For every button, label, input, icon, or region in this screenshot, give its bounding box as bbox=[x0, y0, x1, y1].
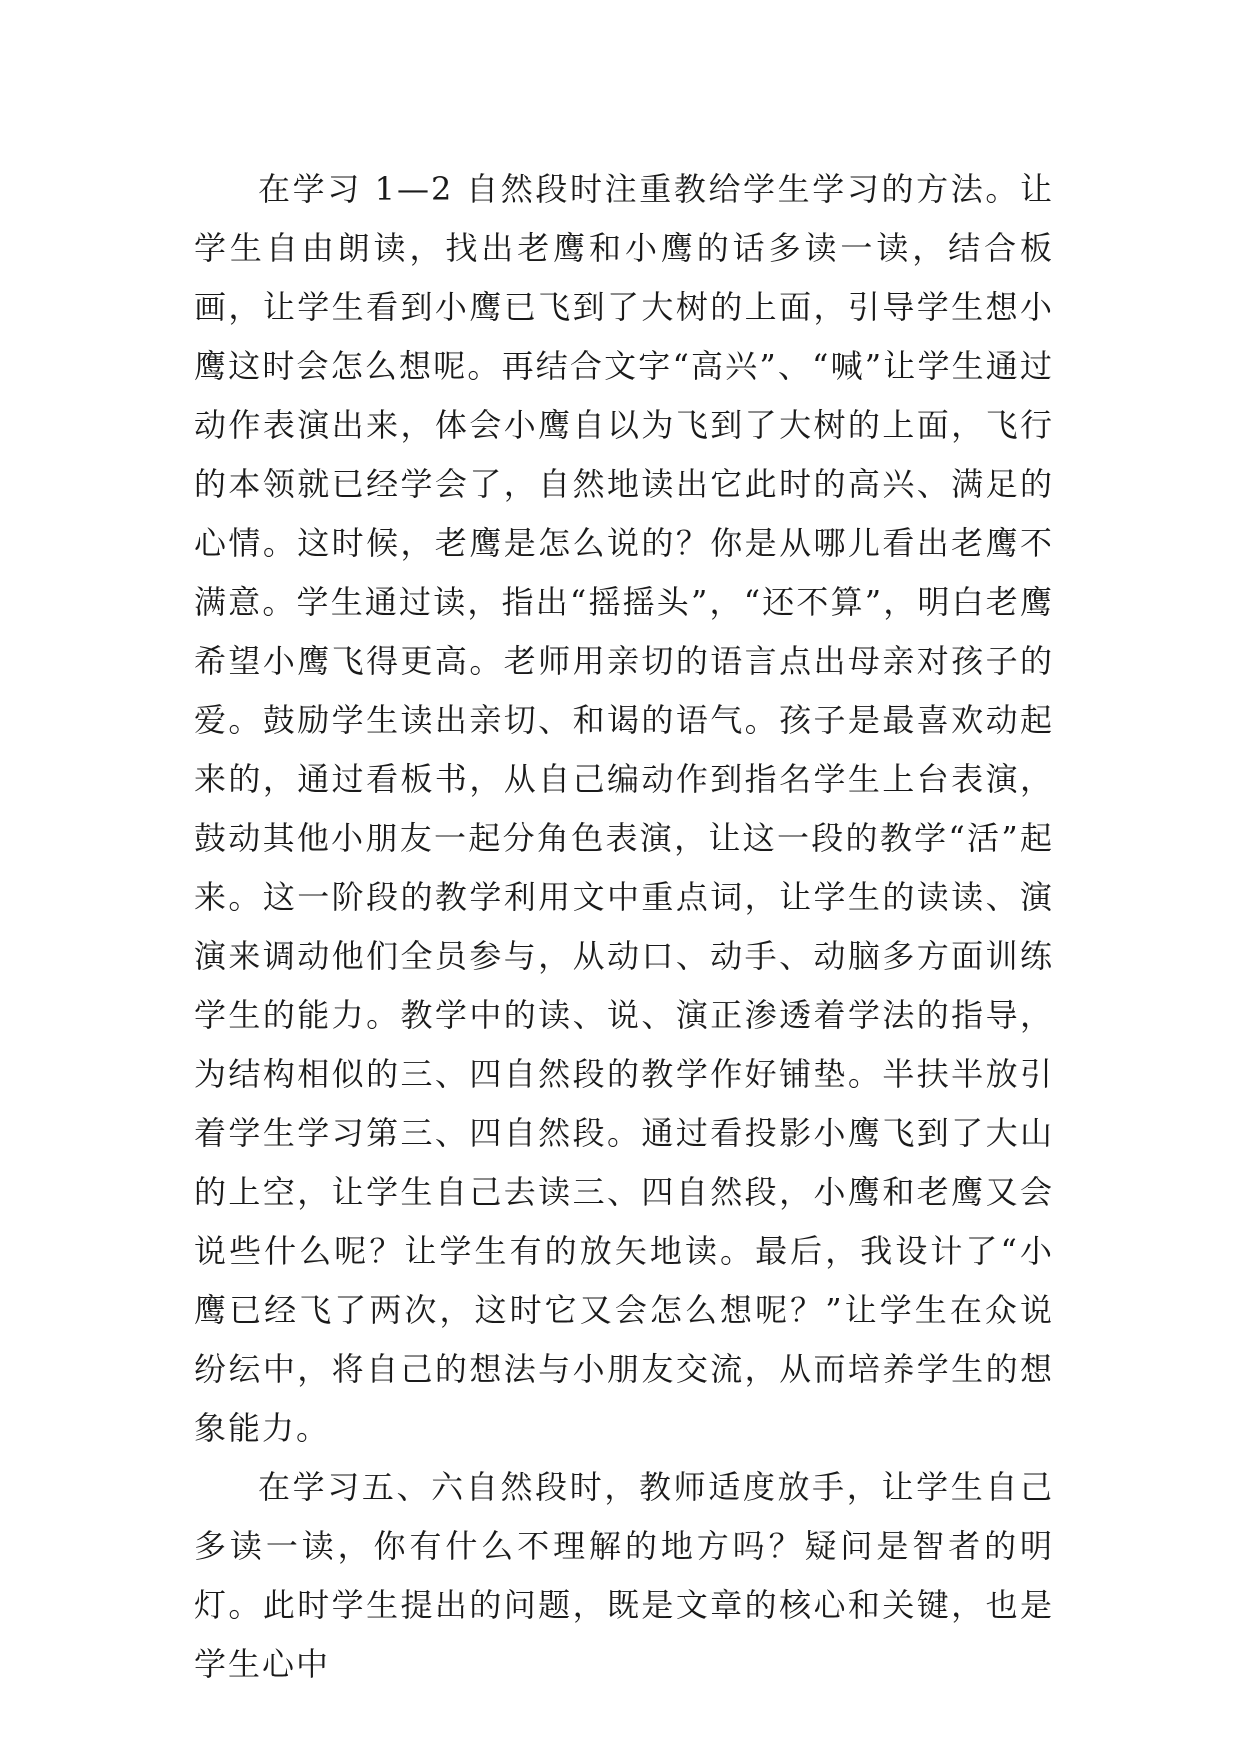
paragraph-2: 在学习五、六自然段时，教师适度放手，让学生自己多读一读，你有什么不理解的地方吗？疑问是智者的明灯。此时学生提出的问题，既是文章的核心和关键，也是学生心中 bbox=[194, 1468, 1054, 1683]
body-text bbox=[194, 160, 1054, 1694]
paragraph-1: 在学习 1—2 自然段时注重教给学生学习的方法。让学生自由朗读，找出老鹰和小鹰的话多读一读，结合板画，让学生看到小鹰已飞到了大树的上面，引导学生想小鹰这时会怎么想呢。再结合文字“高兴”、“喊”让学生通过动作表演出来，体会小鹰自以为飞到了大树的上面，飞行的本领就已经学会了，自然地读出它此时的高兴、满足的心情。这时候，老鹰是怎么说的？你是从哪儿看出老鹰不满意。学生通过读，指出“摇摇头”，“还不算”，明白老鹰希望小鹰飞得更高。老师用亲切的语言点出母亲对孩子的爱。鼓励学生读出亲切、和谒的语气。孩子是最喜欢动起来的，通过看板书，从自己编动作到指名学生上台表演，鼓动其他小朋友一起分角色表演，让这一段的教学“活”起来。这一阶段的教学利用文中重点词，让学生的读读、演演来调动他们全员参与，从动口、动手、动脑多方面训练学生的能力。教学中的读、说、演正渗透着学法的指导，为结构相似的三、四自然段的教学作好铺垫。半扶半放引着学生学习第三、四自然段。通过看投影小鹰飞到了大山的上空，让学生自己去读三、四自然段，小鹰和老鹰又会说些什么呢？让学生有的放矢地读。最后，我设计了“小鹰已经飞了两次，这时它又会怎么想呢？”让学生在众说纷纭中，将自己的想法与小朋友交流，从而培养学生的想象能力。 bbox=[194, 170, 1054, 1447]
